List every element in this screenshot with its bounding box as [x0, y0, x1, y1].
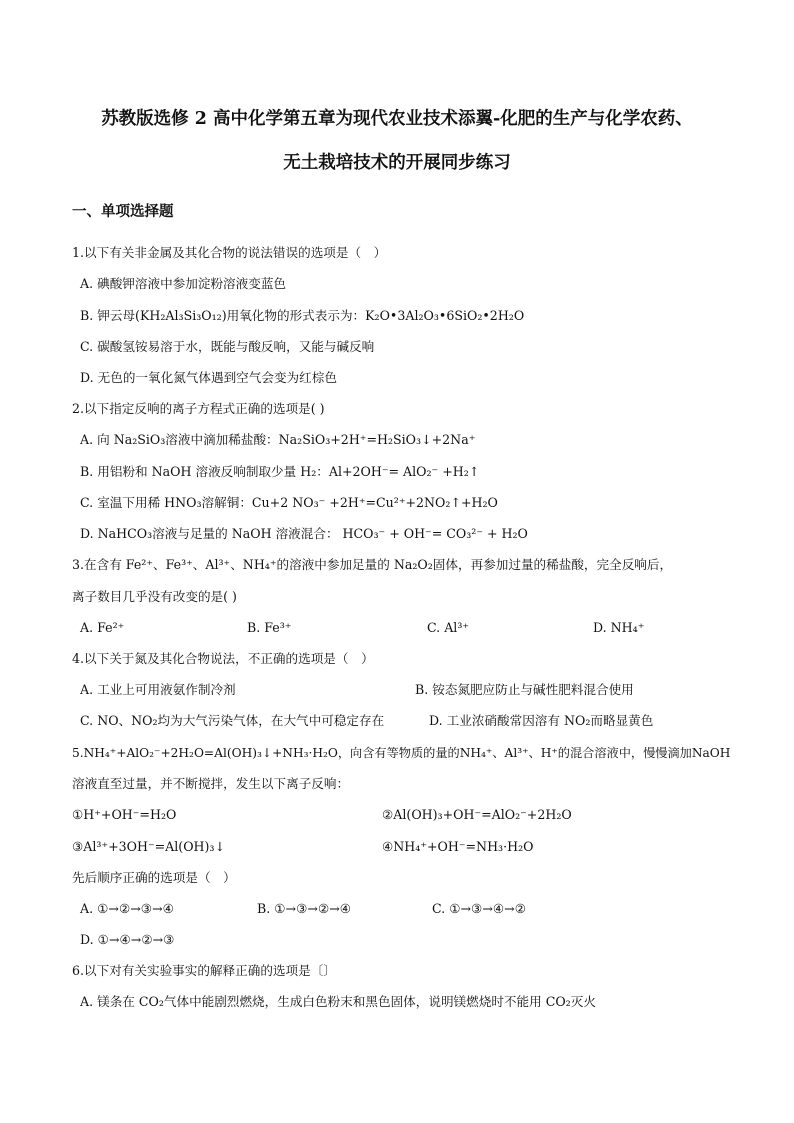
- question-3-option-a: A. Fe²⁺: [80, 620, 125, 635]
- question-1-stem: 1.以下有关非金属及其化合物的说法错误的选项是（ ）: [72, 245, 387, 260]
- question-4-option-a: A. 工业上可用液氨作制冷剂: [80, 682, 236, 697]
- question-5-option-d: D. ①→④→②→③: [80, 932, 175, 947]
- question-2-option-d: D. NaHCO₃溶液与足量的 NaOH 溶液混合： HCO₃⁻ + OH⁻= CO₃²⁻ + H₂O: [80, 526, 528, 541]
- question-1-option-b: B. 钾云母(KH₂Al₃Si₃O₁₂)用氧化物的形式表示为：K₂O•3Al₂O₃•6SiO₂•2H₂O: [80, 308, 525, 323]
- question-1-option-c: C. 碳酸氢铵易溶于水，既能与酸反响，又能与碱反响: [80, 339, 375, 354]
- question-5-stem-line-1: 5.NH₄⁺+AlO₂⁻+2H₂O=Al(OH)₃↓+NH₃·H₂O，向含有等物质的量的NH₄⁺、Al³⁺、H⁺的混合溶液中，慢慢滴加NaOH: [72, 746, 731, 760]
- question-5-option-c: C. ①→③→④→②: [432, 901, 527, 916]
- question-5-stem-line-2: 溶液直至过量，并不断搅拌，发生以下离子反响：: [72, 776, 350, 791]
- question-5-reaction-3: ③Al³⁺+3OH⁻=Al(OH)₃↓: [72, 839, 226, 854]
- question-2-option-b: B. 用铝粉和 NaOH 溶液反响制取少量 H₂：Al+2OH⁻= AlO₂⁻ +H₂↑: [80, 464, 480, 479]
- question-3-option-c: C. Al³⁺: [427, 620, 470, 635]
- question-3-stem-line-2: 离子数目几乎没有改变的是( ): [72, 589, 237, 604]
- question-2-option-a: A. 向 Na₂SiO₃溶液中滴加稀盐酸：Na₂SiO₃+2H⁺=H₂SiO₃↓+2Na⁺: [80, 432, 476, 447]
- question-3-stem-line-1: 3.在含有 Fe²⁺、Fe³⁺、Al³⁺、NH₄⁺的溶液中参加足量的 Na₂O₂固体，再参加过量的稀盐酸，完全反响后，: [72, 557, 673, 572]
- document-title-line-1: 苏教版选修 2 高中化学第五章为现代农业技术添翼-化肥的生产与化学农药、: [101, 109, 693, 129]
- question-2-stem: 2.以下指定反响的离子方程式正确的选项是( ): [72, 401, 325, 416]
- question-4-stem: 4.以下关于氮及其化合物说法，不正确的选项是（ ）: [72, 651, 374, 666]
- question-5-reaction-2: ②Al(OH)₃+OH⁻=AlO₂⁻+2H₂O: [382, 807, 572, 822]
- question-2-option-c: C. 室温下用稀 HNO₃溶解铜：Cu+2 NO₃⁻ +2H⁺=Cu²⁺+2NO₂↑+H₂O: [80, 495, 498, 510]
- question-4-option-d: D. 工业浓硝酸常因溶有 NO₂而略显黄色: [429, 713, 654, 728]
- question-5-reaction-4: ④NH₄⁺+OH⁻=NH₃·H₂O: [382, 839, 534, 854]
- section-heading: 一、单项选择题: [72, 203, 174, 220]
- question-4-option-c: C. NO、NO₂均为大气污染气体，在大气中可稳定存在: [80, 713, 385, 728]
- question-3-option-d: D. NH₄⁺: [593, 620, 645, 635]
- question-6-option-a: A. 镁条在 CO₂气体中能剧烈燃烧，生成白色粉末和黑色固体，说明镁燃烧时不能用 CO₂灭火: [80, 994, 596, 1009]
- question-5-reaction-1: ①H⁺+OH⁻=H₂O: [72, 807, 177, 822]
- question-5-option-a: A. ①→②→③→④: [80, 901, 174, 916]
- question-6-stem: 6.以下对有关实验事实的解释正确的选项是〔〕: [72, 963, 336, 978]
- question-4-option-b: B. 铵态氮肥应防止与碱性肥料混合使用: [415, 682, 634, 697]
- question-5-option-b: B. ①→③→②→④: [257, 901, 352, 916]
- question-5-ask: 先后顺序正确的选项是（ ）: [72, 870, 236, 885]
- question-1-option-d: D. 无色的一氧化氮气体遇到空气会变为红棕色: [80, 370, 337, 385]
- document-title-line-2: 无土栽培技术的开展同步练习: [283, 153, 511, 173]
- question-3-option-b: B. Fe³⁺: [247, 620, 292, 635]
- question-1-option-a: A. 碘酸钾溶液中参加淀粉溶液变蓝色: [80, 276, 287, 291]
